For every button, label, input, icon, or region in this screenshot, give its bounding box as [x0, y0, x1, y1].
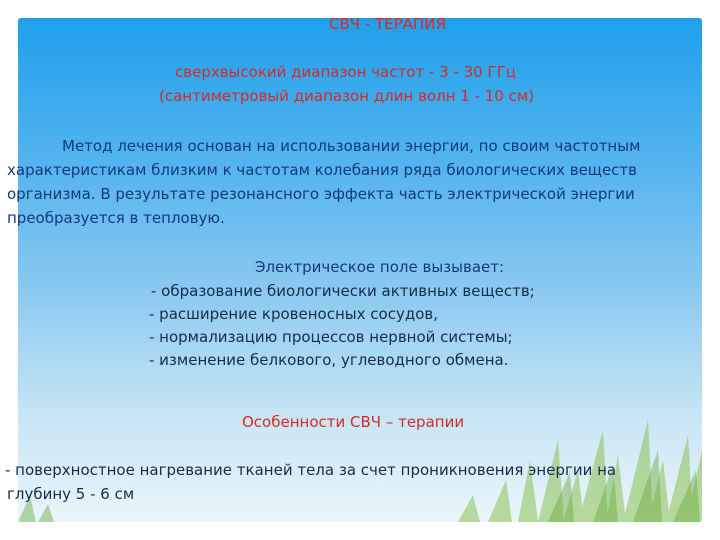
effects-item: - образование биологически активных веществ;: [151, 282, 535, 300]
method-line-4: преобразуется в тепловую.: [7, 209, 225, 227]
features-line-2: глубину 5 - 6 см: [7, 485, 135, 503]
features-heading: Особенности СВЧ – терапии: [242, 413, 465, 431]
effects-item: - расширение кровеносных сосудов,: [149, 305, 438, 323]
features-line-1: - поверхностное нагревание тканей тела за счет проникновения энергии на: [5, 461, 617, 479]
frequency-range-line: сверхвысокий диапазон частот - 3 - 30 ГГц: [175, 63, 516, 81]
slide-title: СВЧ - ТЕРАПИЯ: [329, 15, 446, 33]
method-line-3: организма. В результате резонансного эффекта часть электрической энергии: [7, 185, 635, 203]
effects-heading: Электрическое поле вызывает:: [255, 258, 505, 276]
effects-item: - нормализацию процессов нервной системы;: [149, 328, 513, 346]
effects-item: - изменение белкового, углеводного обмена.: [149, 351, 509, 369]
method-line-1: Метод лечения основан на использовании энергии, по своим частотным: [62, 137, 641, 155]
method-line-2: характеристикам близким к частотам колебания ряда биологических веществ: [7, 161, 637, 179]
wavelength-range-line: (сантиметровый диапазон длин волн 1 - 10 см): [159, 87, 535, 105]
